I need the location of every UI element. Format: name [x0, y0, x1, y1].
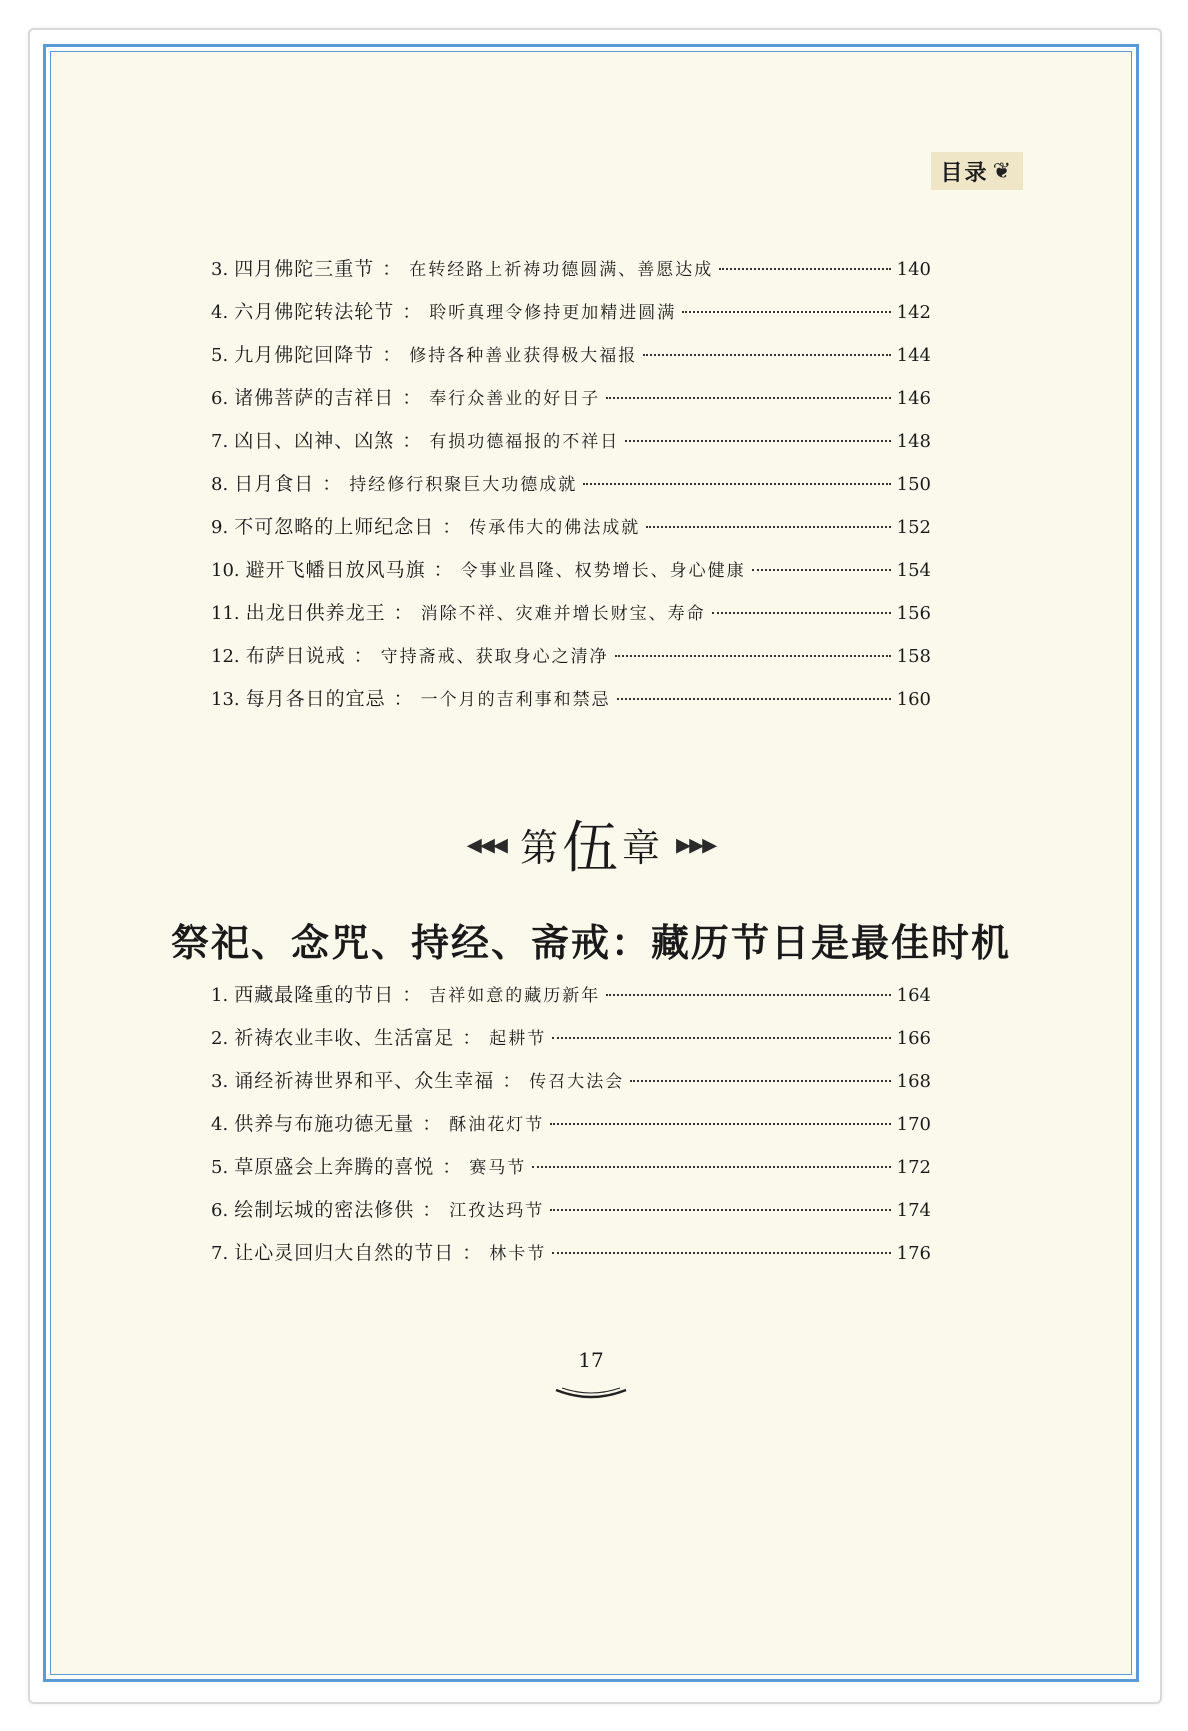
entry-page-number: 154: [896, 560, 931, 581]
entry-number: 3.: [211, 259, 229, 280]
entry-number: 2.: [211, 1028, 229, 1049]
dot-leader: [552, 1252, 890, 1254]
entry-page-number: 148: [896, 431, 931, 452]
dot-leader: [583, 483, 890, 485]
chapter-heading: [51, 804, 1131, 884]
toc-entry[interactable]: [211, 297, 931, 340]
dot-leader: [682, 311, 890, 313]
entry-page-number: 142: [896, 302, 931, 323]
entry-page-number: 158: [896, 646, 931, 667]
entry-subtitle: 林卡节: [489, 1244, 547, 1264]
toc-entry[interactable]: [211, 598, 931, 641]
entry-number: 12.: [211, 646, 240, 667]
chapter-label: [520, 804, 662, 884]
toc-entry[interactable]: [211, 980, 931, 1023]
entry-title: 绘制坛城的密法修供: [234, 1199, 415, 1221]
entry-number: 8.: [211, 474, 229, 495]
dot-leader: [550, 1123, 890, 1125]
entry-subtitle: 一个月的吉利事和禁忌: [420, 690, 611, 710]
entry-subtitle: 传承伟大的佛法成就: [469, 518, 641, 538]
entry-subtitle: 奉行众善业的好日子: [429, 389, 601, 409]
toc-entry[interactable]: [211, 426, 931, 469]
toc-entry[interactable]: [211, 254, 931, 297]
entry-page-number: 172: [896, 1157, 931, 1178]
entry-subtitle: 酥油花灯节: [449, 1115, 545, 1135]
entry-number: 3.: [211, 1071, 229, 1092]
toc-entry[interactable]: [211, 1109, 931, 1152]
dot-leader: [643, 354, 890, 356]
entry-number: 6.: [211, 388, 229, 409]
toc-entry[interactable]: [211, 469, 931, 512]
entry-separator: ：: [402, 301, 422, 323]
dot-leader: [615, 655, 891, 657]
entry-subtitle: 传召大法会: [529, 1072, 625, 1092]
entry-number: 5.: [211, 1157, 229, 1178]
entry-title: 诸佛菩萨的吉祥日: [234, 387, 395, 409]
entry-subtitle: 修持各种善业获得极大福报: [409, 346, 638, 366]
toc-entry[interactable]: [211, 641, 931, 684]
entry-subtitle: 赛马节: [469, 1158, 527, 1178]
entry-separator: ：: [502, 1070, 522, 1092]
entry-page-number: 146: [896, 388, 931, 409]
entry-number: 10.: [211, 560, 240, 581]
dot-leader: [646, 526, 890, 528]
entry-title: 西藏最隆重的节日: [234, 984, 395, 1006]
entry-page-number: 170: [896, 1114, 931, 1135]
toc-section-a: [211, 254, 931, 727]
page-number: 17: [578, 1348, 604, 1372]
entry-subtitle: 吉祥如意的藏历新年: [429, 986, 601, 1006]
toc-entry[interactable]: [211, 1238, 931, 1281]
entry-subtitle: 消除不祥、灾难并增长财宝、寿命: [420, 604, 706, 624]
entry-number: 7.: [211, 431, 229, 452]
toc-entry[interactable]: [211, 383, 931, 426]
entry-number: 11.: [211, 603, 240, 624]
entry-subtitle: 守持斋戒、获取身心之清净: [380, 647, 609, 667]
toc-entry[interactable]: [211, 340, 931, 383]
entry-title: 草原盛会上奔腾的喜悦: [234, 1156, 435, 1178]
entry-page-number: 176: [896, 1243, 931, 1264]
entry-subtitle: 在转经路上祈祷功德圆满、善愿达成: [409, 260, 714, 280]
entry-number: 6.: [211, 1200, 229, 1221]
entry-title: 不可忽略的上师纪念日: [234, 516, 435, 538]
entry-subtitle: 起耕节: [489, 1029, 547, 1049]
dot-leader: [752, 569, 891, 571]
toc-entry[interactable]: [211, 555, 931, 598]
dot-leader: [606, 994, 890, 996]
entry-separator: ：: [462, 1242, 482, 1264]
entry-separator: ：: [402, 430, 422, 452]
chapter-title: 祭祀、念咒、持经、斋戒：藏历节日是最佳时机: [170, 920, 1011, 965]
entry-separator: ：: [393, 688, 413, 710]
entry-subtitle: 聆听真理令修持更加精进圆满: [429, 303, 677, 323]
entry-page-number: 164: [896, 985, 931, 1006]
left-arrows-icon: ◂◂◂: [466, 826, 506, 862]
entry-number: 4.: [211, 1114, 229, 1135]
entry-title: 出龙日供养龙王: [245, 602, 386, 624]
entry-title: 九月佛陀回降节: [234, 344, 375, 366]
entry-page-number: 140: [896, 259, 931, 280]
entry-separator: ：: [462, 1027, 482, 1049]
entry-page-number: 168: [896, 1071, 931, 1092]
entry-separator: ：: [353, 645, 373, 667]
toc-entry[interactable]: [211, 1152, 931, 1195]
dot-leader: [625, 440, 890, 442]
toc-section-b: [211, 980, 931, 1281]
entry-number: 5.: [211, 345, 229, 366]
entry-title: 布萨日说戒: [245, 645, 346, 667]
entry-separator: ：: [422, 1113, 442, 1135]
entry-separator: ：: [402, 387, 422, 409]
entry-separator: ：: [322, 473, 342, 495]
entry-number: 13.: [211, 689, 240, 710]
entry-separator: ：: [422, 1199, 442, 1221]
entry-separator: ：: [393, 602, 413, 624]
entry-title: 诵经祈祷世界和平、众生幸福: [234, 1070, 495, 1092]
dot-leader: [550, 1209, 890, 1211]
entry-title: 凶日、凶神、凶煞: [234, 430, 395, 452]
entry-separator: ：: [442, 516, 462, 538]
dot-leader: [712, 612, 891, 614]
entry-separator: ：: [402, 984, 422, 1006]
toc-entry[interactable]: [211, 1023, 931, 1066]
dot-leader: [606, 397, 890, 399]
entry-page-number: 156: [896, 603, 931, 624]
toc-entry[interactable]: [211, 684, 931, 727]
entry-number: 7.: [211, 1243, 229, 1264]
entry-number: 4.: [211, 302, 229, 323]
entry-title: 日月食日: [234, 473, 315, 495]
dot-leader: [617, 698, 891, 700]
chapter-prefix: 第: [519, 826, 560, 870]
entry-number: 9.: [211, 517, 229, 538]
entry-page-number: 150: [896, 474, 931, 495]
entry-page-number: 160: [896, 689, 931, 710]
entry-title: 让心灵回归大自然的节日: [234, 1242, 455, 1264]
chapter-suffix: 章: [622, 826, 663, 870]
entry-separator: ：: [382, 344, 402, 366]
entry-subtitle: 江孜达玛节: [449, 1201, 545, 1221]
dot-leader: [630, 1080, 890, 1082]
entry-page-number: 152: [896, 517, 931, 538]
chapter-number: 伍: [562, 816, 620, 881]
page-number-ornament: [554, 1382, 628, 1400]
entry-subtitle: 持经修行积聚巨大功德成就: [349, 475, 578, 495]
entry-page-number: 144: [896, 345, 931, 366]
entry-title: 祈祷农业丰收、生活富足: [234, 1027, 455, 1049]
entry-title: 供养与布施功德无量: [234, 1113, 415, 1135]
entry-subtitle: 有损功德福报的不祥日: [429, 432, 620, 452]
contents-label: 目录: [940, 160, 989, 186]
toc-entry[interactable]: [211, 1195, 931, 1238]
dot-leader: [719, 268, 890, 270]
toc-entry[interactable]: [211, 1066, 931, 1109]
entry-title: 四月佛陀三重节: [234, 258, 375, 280]
entry-number: 1.: [211, 985, 229, 1006]
page-frame: [43, 44, 1139, 1682]
toc-entry[interactable]: [211, 512, 931, 555]
right-arrows-icon: ▸▸▸: [676, 826, 716, 862]
entry-subtitle: 令事业昌隆、权势增长、身心健康: [460, 561, 746, 581]
entry-page-number: 174: [896, 1200, 931, 1221]
entry-title: 每月各日的宜忌: [245, 688, 386, 710]
ornament-icon: ❦: [992, 158, 1011, 184]
dot-leader: [552, 1037, 890, 1039]
contents-header: [931, 152, 1023, 190]
book-page: [50, 51, 1132, 1675]
entry-title: 六月佛陀转法轮节: [234, 301, 395, 323]
entry-separator: ：: [382, 258, 402, 280]
entry-separator: ：: [433, 559, 453, 581]
dot-leader: [532, 1166, 890, 1168]
entry-page-number: 166: [896, 1028, 931, 1049]
entry-title: 避开飞幡日放风马旗: [245, 559, 426, 581]
entry-separator: ：: [442, 1156, 462, 1178]
